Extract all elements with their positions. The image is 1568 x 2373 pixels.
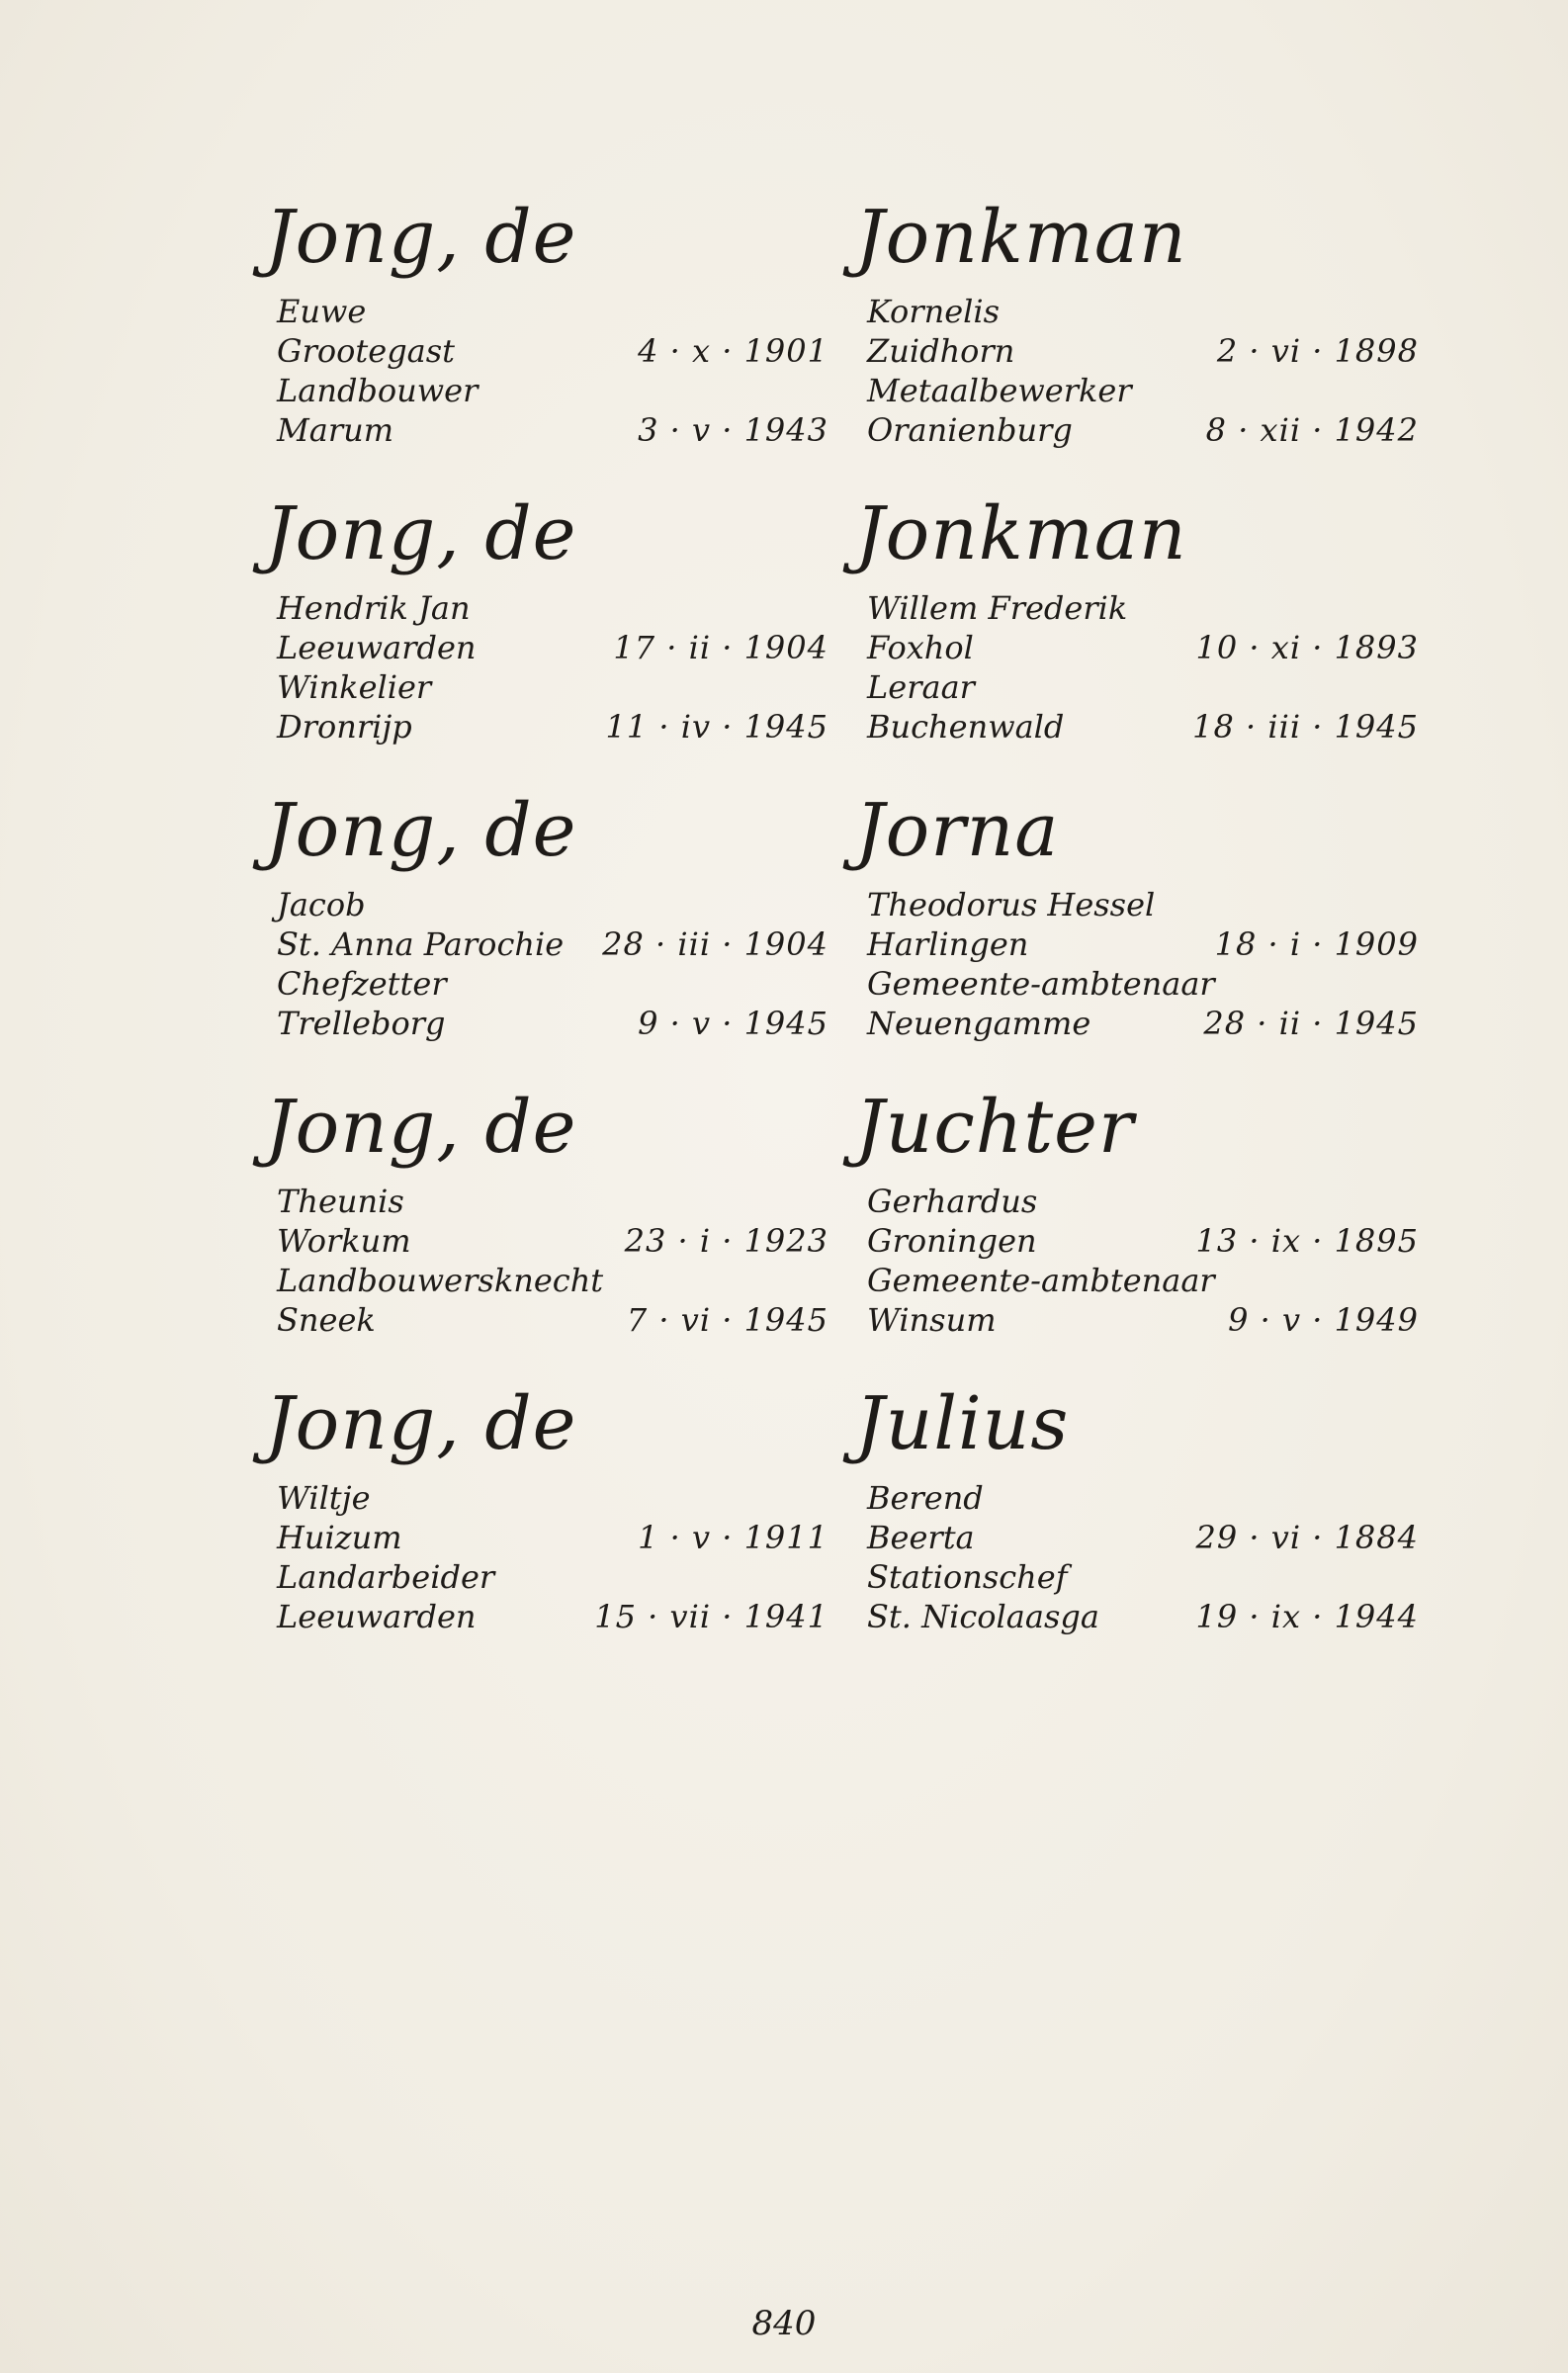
birthplace: Beerta <box>867 1519 975 1556</box>
given-names: Gerhardus <box>867 1183 1038 1220</box>
birth-date: 2 · vi · 1898 <box>1216 332 1419 370</box>
death-row <box>265 1300 828 1340</box>
given-names: Berend <box>867 1479 984 1517</box>
occupation: Metaalbewerker <box>867 372 1132 409</box>
death-date: 9 · v · 1949 <box>1228 1301 1419 1339</box>
surname: Jong, de <box>265 195 577 280</box>
given-names: Willem Frederik <box>867 589 1128 627</box>
birth-date: 28 · iii · 1904 <box>602 925 828 963</box>
death-row <box>265 1004 828 1043</box>
memorial-entry <box>265 489 828 776</box>
memorial-entry <box>265 1379 828 1666</box>
death-place: Buchenwald <box>867 708 1065 746</box>
birthplace: Huizum <box>277 1519 402 1556</box>
birthplace: Workum <box>277 1222 411 1260</box>
death-row <box>265 1597 828 1636</box>
death-date: 15 · vii · 1941 <box>594 1598 828 1635</box>
memorial-entry <box>265 1083 828 1369</box>
birth-row <box>265 924 828 964</box>
birth-row <box>855 924 1419 964</box>
memorial-entry <box>855 489 1419 776</box>
page-number: 840 <box>751 2304 817 2343</box>
birth-date: 13 · ix · 1895 <box>1195 1222 1419 1260</box>
birthplace: Zuidhorn <box>867 332 1015 370</box>
given-names-row <box>265 1182 828 1221</box>
death-place: Trelleborg <box>277 1005 446 1042</box>
occupation-row <box>855 964 1419 1004</box>
surname: Jong, de <box>265 1381 577 1466</box>
death-row <box>855 1300 1419 1340</box>
birth-date: 1 · v · 1911 <box>638 1519 828 1556</box>
occupation: Winkelier <box>277 668 432 706</box>
death-date: 9 · v · 1945 <box>638 1005 828 1042</box>
given-names: Kornelis <box>867 293 1001 330</box>
occupation: Leraar <box>867 668 975 706</box>
birth-date: 29 · vi · 1884 <box>1195 1519 1419 1556</box>
occupation-row <box>265 1557 828 1597</box>
death-place: Sneek <box>277 1301 376 1339</box>
occupation-row <box>265 371 828 410</box>
birthplace: Foxhol <box>867 629 974 666</box>
given-names-row <box>265 588 828 628</box>
death-place: Winsum <box>867 1301 997 1339</box>
given-names: Jacob <box>277 886 366 923</box>
occupation: Landbouwersknecht <box>277 1262 604 1299</box>
occupation-row <box>265 964 828 1004</box>
surname: Jong, de <box>265 788 577 873</box>
death-date: 18 · iii · 1945 <box>1192 708 1419 746</box>
birth-row <box>855 628 1419 667</box>
birth-row <box>265 1221 828 1261</box>
given-names: Hendrik Jan <box>277 589 471 627</box>
birthplace: Harlingen <box>867 925 1029 963</box>
occupation: Landbouwer <box>277 372 479 409</box>
birthplace: Groningen <box>867 1222 1037 1260</box>
memorial-entry <box>855 786 1419 1073</box>
death-date: 19 · ix · 1944 <box>1195 1598 1419 1635</box>
memorial-entry <box>855 193 1419 480</box>
given-names: Theunis <box>277 1183 404 1220</box>
memorial-entry <box>855 1379 1419 1666</box>
given-names-row <box>265 1478 828 1518</box>
given-names: Wiltje <box>277 1479 371 1517</box>
birth-row <box>265 1518 828 1557</box>
surname: Jong, de <box>265 491 577 576</box>
surname: Jonkman <box>855 491 1187 576</box>
occupation-row <box>265 1261 828 1300</box>
birthplace: Leeuwarden <box>277 629 477 666</box>
occupation: Gemeente-ambtenaar <box>867 1262 1215 1299</box>
given-names-row <box>855 1478 1419 1518</box>
death-place: Marum <box>277 411 394 449</box>
birth-row <box>855 331 1419 371</box>
death-date: 11 · iv · 1945 <box>605 708 828 746</box>
memorial-entry <box>265 193 828 480</box>
birth-date: 23 · i · 1923 <box>624 1222 828 1260</box>
surname: Juchter <box>855 1085 1135 1170</box>
surname: Julius <box>855 1381 1070 1466</box>
death-place: St. Nicolaasga <box>867 1598 1099 1635</box>
death-row <box>855 1597 1419 1636</box>
given-names: Theodorus Hessel <box>867 886 1156 923</box>
occupation-row <box>855 1261 1419 1300</box>
occupation-row <box>855 371 1419 410</box>
given-names-row <box>855 1182 1419 1221</box>
surname: Jonkman <box>855 195 1187 280</box>
death-row <box>855 410 1419 450</box>
given-names-row <box>265 885 828 924</box>
birth-date: 18 · i · 1909 <box>1214 925 1419 963</box>
birth-row <box>265 628 828 667</box>
given-names: Euwe <box>277 293 367 330</box>
surname: Jorna <box>855 788 1060 873</box>
death-row <box>265 707 828 747</box>
surname: Jong, de <box>265 1085 577 1170</box>
occupation: Stationschef <box>867 1558 1068 1596</box>
memorial-entry <box>855 1083 1419 1369</box>
occupation: Chefzetter <box>277 965 447 1003</box>
birth-date: 17 · ii · 1904 <box>613 629 828 666</box>
occupation-row <box>265 667 828 707</box>
occupation-row <box>855 1557 1419 1597</box>
death-date: 28 · ii · 1945 <box>1203 1005 1419 1042</box>
memorial-entry <box>265 786 828 1073</box>
occupation: Landarbeider <box>277 1558 495 1596</box>
death-place: Leeuwarden <box>277 1598 477 1635</box>
death-place: Neuengamme <box>867 1005 1091 1042</box>
given-names-row <box>855 588 1419 628</box>
occupation: Gemeente-ambtenaar <box>867 965 1215 1003</box>
birth-row <box>265 331 828 371</box>
death-date: 3 · v · 1943 <box>638 411 828 449</box>
death-date: 7 · vi · 1945 <box>626 1301 828 1339</box>
death-place: Oranienburg <box>867 411 1073 449</box>
death-row <box>855 1004 1419 1043</box>
given-names-row <box>265 292 828 331</box>
birth-date: 10 · xi · 1893 <box>1195 629 1419 666</box>
death-row <box>855 707 1419 747</box>
birth-row <box>855 1221 1419 1261</box>
death-place: Dronrijp <box>277 708 412 746</box>
birthplace: St. Anna Parochie <box>277 925 565 963</box>
death-date: 8 · xii · 1942 <box>1205 411 1419 449</box>
birthplace: Grootegast <box>277 332 456 370</box>
occupation-row <box>855 667 1419 707</box>
birth-row <box>855 1518 1419 1557</box>
given-names-row <box>855 292 1419 331</box>
death-row <box>265 410 828 450</box>
given-names-row <box>855 885 1419 924</box>
birth-date: 4 · x · 1901 <box>638 332 828 370</box>
